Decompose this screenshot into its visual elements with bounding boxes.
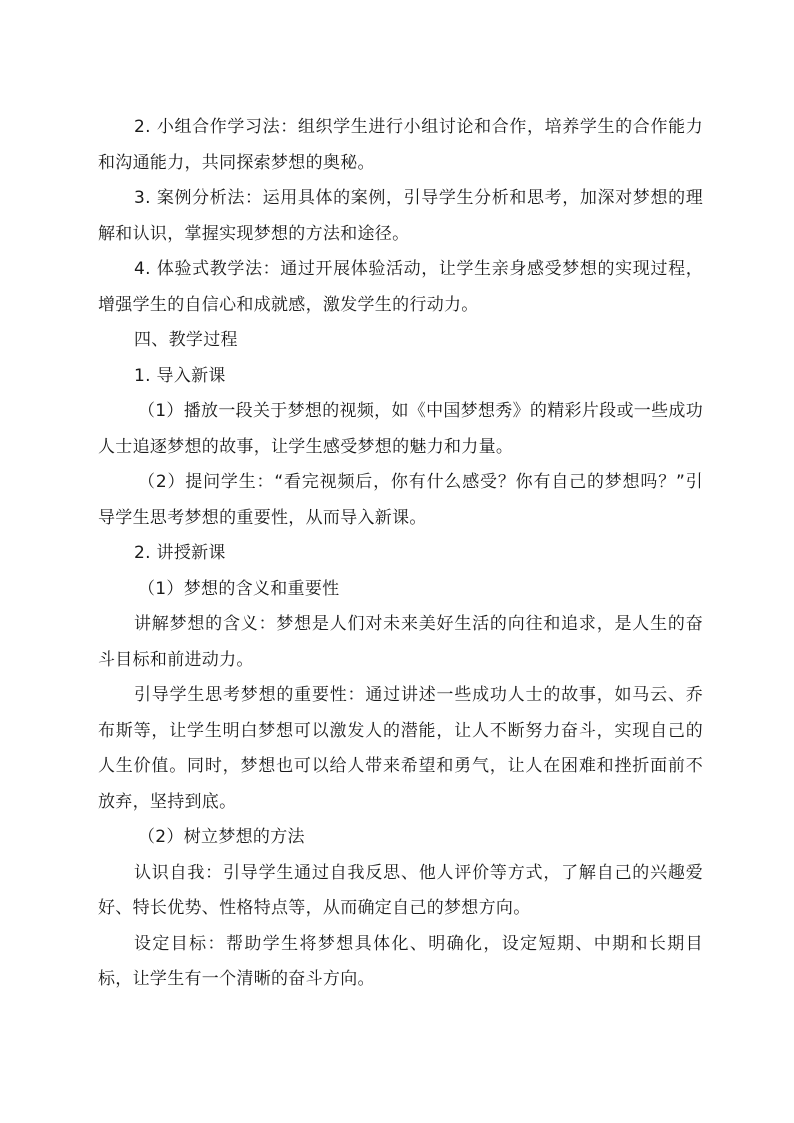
paragraph-play-video: （1）播放一段关于梦想的视频，如《中国梦想秀》的精彩片段或一些成功人士追逐梦想的故事，让学生感受梦想的魅力和力量。 (98, 401, 703, 457)
paragraph-importance-of-dreams: 引导学生思考梦想的重要性：通过讲述一些成功人士的故事，如马云、乔布斯等，让学生明白梦想可以激发人的潜能，让人不断努力奋斗，实现自己的人生价值。同时，梦想也可以给人带来希望和勇气，让人在困难和挫折面前不放弃，坚持到底。 (98, 685, 703, 812)
subheading-introduce-lesson: 1. 导入新课 (134, 365, 226, 386)
subheading-teach-new-lesson: 2. 讲授新课 (134, 543, 226, 563)
paragraph-set-goals: 设定目标：帮助学生将梦想具体化、明确化，设定短期、中期和长期目标，让学生有一个清晰的奋斗方向。 (98, 933, 703, 989)
document-body (98, 110, 703, 998)
paragraph-group-learning-method: 2. 小组合作学习法：组织学生进行小组讨论和合作，培养学生的合作能力和沟通能力，共同探索梦想的奥秘。 (98, 117, 703, 173)
paragraph-explain-meaning: 讲解梦想的含义：梦想是人们对未来美好生活的向往和追求，是人生的奋斗目标和前进动力。 (98, 614, 703, 670)
subheading-methods-of-dreaming: （2）树立梦想的方法 (138, 827, 305, 847)
paragraph-case-analysis-method: 3. 案例分析法：运用具体的案例，引导学生分析和思考，加深对梦想的理解和认识，掌握实现梦想的方法和途径。 (98, 188, 703, 244)
section-heading-teaching-process: 四、教学过程 (134, 330, 238, 350)
paragraph-ask-students: （2）提问学生：“看完视频后，你有什么感受？你有自己的梦想吗？”引导学生思考梦想的重要性，从而导入新课。 (98, 472, 703, 528)
subheading-meaning-of-dreams: （1）梦想的含义和重要性 (138, 578, 340, 599)
paragraph-experiential-method: 4. 体验式教学法：通过开展体验活动，让学生亲身感受梦想的实现过程，增强学生的自信心和成就感，激发学生的行动力。 (98, 259, 703, 315)
paragraph-know-yourself: 认识自我：引导学生通过自我反思、他人评价等方式，了解自己的兴趣爱好、特长优势、性格特点等，从而确定自己的梦想方向。 (98, 862, 703, 918)
